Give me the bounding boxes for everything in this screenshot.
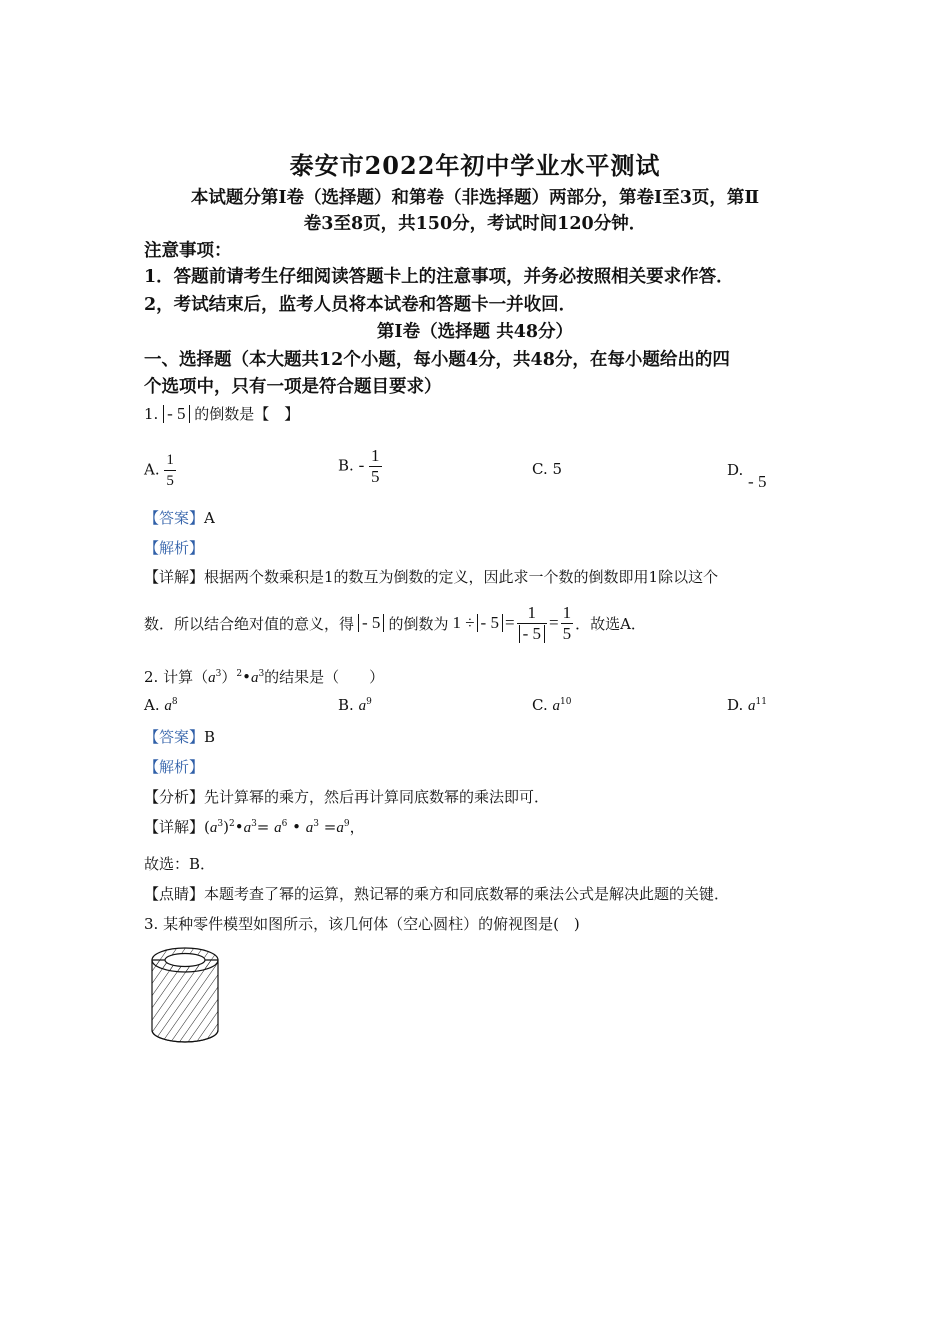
question-3-stem: 3. 某种零件模型如图所示，该几何体（空心圆柱）的俯视图是( ) — [144, 915, 580, 933]
option-label: A. — [144, 696, 160, 714]
option-label: B. — [338, 456, 354, 475]
option-label: B. — [338, 696, 354, 714]
section-title: 第Ⅰ卷（选择题 共48分） — [376, 322, 574, 342]
guxuan-line: 故选：B． — [144, 855, 216, 873]
option-b — [338, 696, 372, 715]
option-label: D. — [727, 696, 744, 714]
question-text: 的结果是（ ） — [264, 668, 385, 686]
hollow-cylinder-figure — [148, 940, 222, 1052]
variable: a — [164, 698, 172, 714]
exponent: 10 — [560, 697, 572, 707]
fraction-numerator: 1 — [164, 450, 176, 471]
option-c: C. 5 — [532, 460, 563, 478]
fraction-numerator: 1 — [371, 446, 380, 465]
part-title-line-1: 一、选择题（本大题共12个小题，每小题4分，共48分，在每小题给出的四 — [144, 350, 730, 370]
detail-line-1 — [144, 566, 718, 587]
dianjing-line — [144, 883, 729, 904]
notice-item-1: 1．答题前请考生仔细阅读答题卡上的注意事项，并务必按照相关要求作答． — [144, 267, 734, 287]
fraction-numerator: 1 — [562, 602, 572, 622]
exponent: 3 — [215, 669, 222, 679]
analysis-tag: 【解析】 — [144, 758, 205, 776]
detail-text: 的倒数为 — [388, 614, 449, 633]
answer-tag: 【答案】 — [144, 509, 205, 527]
exponent: 9 — [366, 697, 372, 707]
variable: a — [305, 820, 314, 836]
equation-lhs: 1 ÷ — [452, 613, 475, 632]
option-a — [144, 450, 176, 491]
option-a — [144, 696, 178, 715]
option-d — [727, 460, 767, 491]
exponent: 3 — [313, 819, 319, 829]
detail-line: 【详解】$(a^3)^2•a^3= a^6$ • $a^3 =a^9$， — [144, 818, 365, 836]
option-b — [338, 446, 382, 487]
part-title-line-2: 个选项中，只有一项是符合题目要求） — [144, 377, 442, 397]
exponent: 2 — [236, 669, 243, 679]
equals-sign: = — [548, 613, 559, 632]
exponent: 8 — [171, 697, 178, 707]
variable: a — [250, 670, 259, 686]
answer-line — [144, 507, 215, 528]
abs-value: - 5 — [163, 405, 189, 423]
detail-tag: 【详解】 — [144, 818, 205, 836]
fenxi-text: 先计算幂的乘方，然后再计算同底数幂的乘法即可． — [204, 788, 550, 806]
fraction-denominator: 5 — [562, 623, 572, 643]
exponent: 3 — [258, 669, 265, 679]
analysis-tag: 【解析】 — [144, 539, 205, 557]
abs-value: - 5 — [477, 614, 503, 632]
variable: a — [748, 698, 756, 714]
detail-line-2 — [144, 598, 646, 648]
exponent: 3 — [217, 819, 224, 829]
intro-line-2: 卷3至8页，共150分，考试时间120分钟． — [303, 214, 647, 234]
fenxi-tag: 【分析】 — [144, 788, 205, 806]
detail-tag: 【详解】 — [144, 568, 205, 586]
equals-sign: = — [504, 613, 515, 632]
exponent: 9 — [343, 819, 350, 829]
intro-line-1: 本试题分第Ⅰ卷（选择题）和第卷（非选择题）两部分，第卷Ⅰ至3页，第Ⅱ — [190, 188, 760, 208]
dianjing-text: 本题考查了幂的运算，熟记幂的乘方和同底数幂的乘法公式是解决此题的关键． — [204, 885, 730, 903]
variable: a — [336, 820, 344, 836]
notice-item-2: 2，考试结束后，监考人员将本试卷和答题卡一并收回． — [144, 295, 577, 315]
hollow-cylinder-drawing — [148, 940, 222, 1048]
answer-value: B — [204, 728, 216, 746]
option-value: - 5 — [748, 472, 767, 491]
answer-line — [144, 726, 215, 747]
abs-value: - 5 — [358, 614, 384, 632]
fraction-denominator: 5 — [371, 467, 380, 486]
answer-value: A — [204, 509, 215, 527]
dianjing-tag: 【点睛】 — [144, 885, 205, 903]
question-number: 1. — [144, 405, 159, 423]
fenxi-line — [144, 786, 549, 807]
question-2-stem: 2. 计算$(a^3)^2•a^3$的结果是（ ） — [144, 668, 385, 686]
variable: a — [552, 698, 560, 714]
detail-text: ．故选A． — [575, 614, 646, 633]
variable: a — [274, 820, 282, 836]
fraction-denominator: - 5 — [519, 625, 545, 643]
exponent: 6 — [281, 819, 288, 829]
fraction-numerator: 1 — [517, 603, 547, 624]
variable: a — [358, 698, 367, 714]
exponent: 2 — [228, 819, 235, 829]
exponent: 11 — [755, 697, 767, 707]
question-1-stem — [144, 403, 299, 424]
exponent: 3 — [251, 819, 257, 829]
option-d — [727, 696, 767, 715]
question-number: 2. 计算（ — [144, 668, 209, 686]
option-c — [532, 696, 571, 715]
question-text: 的倒数是【 】 — [194, 405, 300, 423]
variable: a — [208, 670, 216, 686]
variable: a — [209, 820, 218, 836]
fraction-denominator: 5 — [166, 473, 174, 489]
variable: a — [243, 820, 252, 836]
option-label: D. — [727, 461, 744, 479]
option-label: C. — [532, 696, 548, 714]
answer-tag: 【答案】 — [144, 728, 205, 746]
minus-sign: - — [358, 455, 365, 475]
option-label: A. — [144, 460, 160, 479]
notice-title: 注意事项： — [144, 241, 232, 261]
exam-title: 泰安市2022年初中学业水平测试 — [289, 151, 661, 180]
detail-text: 数．所以结合绝对值的意义，得 — [144, 614, 355, 633]
detail-text: 根据两个数乘积是1的数互为倒数的定义，因此求一个数的倒数即用1除以这个 — [204, 568, 719, 586]
